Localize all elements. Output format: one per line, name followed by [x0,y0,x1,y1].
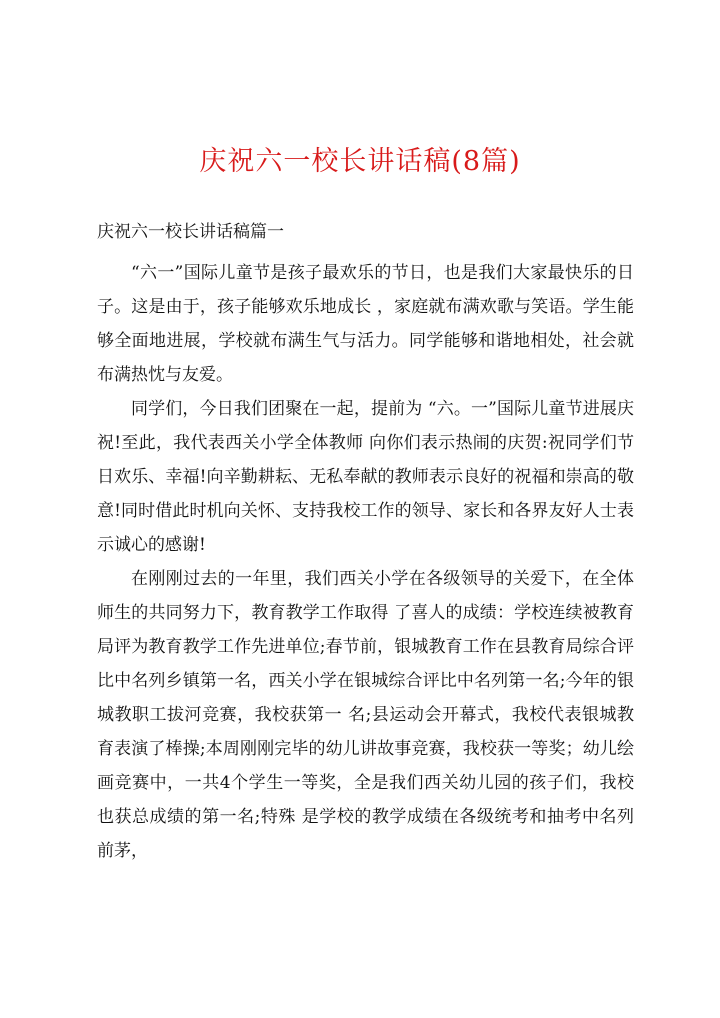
paragraph-3: 在刚刚过去的一年里，我们西关小学在各级领导的关爱下，在全体师生的共同努力下，教育教学工作取得 了喜人的成绩：学校连续被教育局评为教育教学工作先进单位;春节前，银城教育工作在县教育局综合评比中名列乡镇第一名，西关小学在银城综合评比中名列第一名;今年的银城教职工拔河竞赛，我校获第一 名;县运动会开幕式，我校代表银城教育表演了棒操;本周刚刚完毕的幼儿讲故事竞赛，我校获一等奖；幼儿绘画竞赛中，一共4个学生一等奖，全是我们西关幼儿园的孩子们，我校也获总成绩的第一名;特殊 是学校的教学成绩在各级统考和抽考中名列前茅， [97,569,634,861]
document-body [97,256,634,868]
section-heading: 庆祝六一校长讲话稿篇一 [97,222,284,242]
paragraph-1: “六一”国际儿童节是孩子最欢乐的节日，也是我们大家最快乐的日子。这是由于，孩子能够欢乐地成长 ，家庭就布满欢歌与笑语。学生能够全面地进展，学校就布满生气与活力。同学能够和谐地相处，社会就布满热忱与友爱。 [97,263,634,385]
document-title: 庆祝六一校长讲话稿(8篇) [199,146,521,177]
paragraph-2: 同学们，今日我们团聚在一起，提前为 “六。一”国际儿童节进展庆祝!至此，我代表西关小学全体教师 向你们表示热闹的庆贺:祝同学们节日欢乐、幸福!向辛勤耕耘、无私奉献的教师表示良好的祝福和崇高的敬意!同时借此时机向关怀、支持我校工作的领导、家长和各界友好人士表示诚心的感谢! [97,399,634,555]
